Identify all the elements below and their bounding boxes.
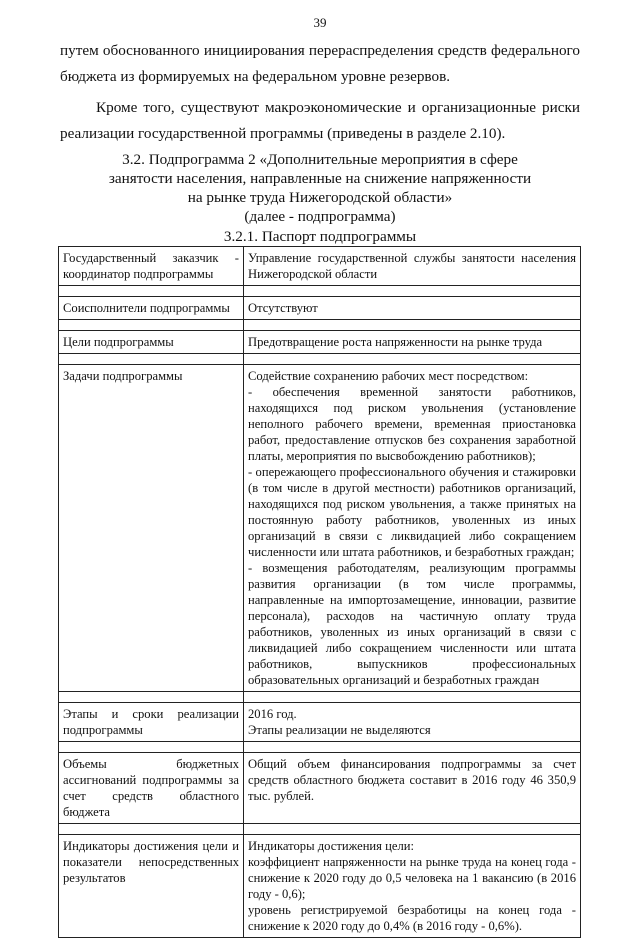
passport-table — [58, 246, 581, 938]
row-value-coexecutors — [244, 297, 581, 320]
table-row — [59, 297, 581, 320]
row-label-indicators: Индикаторы достижения цели и показатели непосредственных результатов — [59, 835, 244, 938]
row-label-tasks: Задачи подпрограммы — [59, 365, 244, 692]
value-line: - обеспечения временной занятости работников, находящихся под риском увольнения (установление неполного рабочего времени, временная приостановка работ, предоставление отпусков без сохранения заработной платы, мероприятия по высвобождению работников); — [248, 385, 576, 463]
row-value-indicators — [244, 835, 581, 938]
value-line: уровень регистрируемой безработицы на конец года - снижение к 2020 году до 0,4% (в 2016 году - 0,6%). — [248, 903, 576, 933]
table-spacer — [59, 354, 581, 365]
table-spacer — [59, 824, 581, 835]
row-value-goals — [244, 331, 581, 354]
table-spacer — [59, 692, 581, 703]
paragraph-2: Кроме того, существуют макроэкономические и организационные риски реализации государственной программы (приведены в разделе 2.10). — [60, 99, 580, 142]
section-title-line-1: 3.2. Подпрограмма 2 «Дополнительные мероприятия в сфере — [122, 151, 518, 168]
value-line: Предотвращение роста напряженности на рынке труда — [248, 335, 543, 349]
value-line: Общий объем финансирования подпрограммы за счет средств областного бюджета составит в 2016 году 46 350,9 тыс. рублей. — [248, 757, 576, 803]
row-label-stages: Этапы и сроки реализации подпрограммы — [59, 703, 244, 742]
section-title-line-4: (далее - подпрограмма) — [244, 208, 396, 225]
value-line: 2016 год. — [248, 707, 297, 721]
table-row — [59, 247, 581, 286]
table-row — [59, 331, 581, 354]
value-line: Содействие сохранению рабочих мест посредством: — [248, 369, 529, 383]
table-spacer — [59, 286, 581, 297]
table-row — [59, 365, 581, 692]
value-line: Индикаторы достижения цели: — [248, 839, 414, 853]
row-label-coexecutors: Соисполнители подпрограммы — [59, 297, 244, 320]
value-line: Отсутствуют — [248, 301, 318, 315]
table-row — [59, 835, 581, 938]
row-value-tasks — [244, 365, 581, 692]
table-row — [59, 703, 581, 742]
row-value-customer — [244, 247, 581, 286]
section-title-line-2: занятости населения, направленные на снижение напряженности — [108, 170, 532, 187]
page-number: 39 — [313, 15, 327, 30]
row-label-goals: Цели подпрограммы — [59, 331, 244, 354]
table-spacer — [59, 742, 581, 753]
row-value-stages — [244, 703, 581, 742]
row-value-budget — [244, 753, 581, 824]
value-line: Этапы реализации не выделяются — [248, 723, 431, 737]
table-caption: 3.2.1. Паспорт подпрограммы — [223, 228, 417, 245]
row-label-budget: Объемы бюджетных ассигнований подпрограммы за счет средств областного бюджета — [59, 753, 244, 824]
row-label-customer: Государственный заказчик - координатор подпрограммы — [59, 247, 244, 286]
table-spacer — [59, 320, 581, 331]
value-line: Управление государственной службы занятости населения Нижегородской области — [248, 251, 576, 281]
section-title-line-3: на рынке труда Нижегородской области» — [187, 189, 453, 206]
value-line: коэффициент напряженности на рынке труда на конец года - снижение к 2020 году до 0,5 человека на 1 вакансию (в 2016 году - 0,6); — [248, 855, 576, 901]
section-title — [60, 150, 580, 226]
value-line: - возмещения работодателям, реализующим программы развития организации (в том числе программы, направленные на импортозамещение, инновации, развитие персонала), расходов на частичную оплату труда работников, уволенных из иных организаций в связи с ликвидацией либо сокращением численности или штата работников, выпускников профессиональных образовательных организаций и безработных граждан — [248, 561, 576, 687]
paragraph-1: путем обоснованного инициирования перераспределения средств федерального бюджета из формируемых на федеральном уровне резервов. — [60, 42, 580, 85]
table-row — [59, 753, 581, 824]
value-line: - опережающего профессионального обучения и стажировки (в том числе в другой местности) работников организаций, находящихся под риском увольнения, а также принятых на постоянную работу работников, уволенных из иных организаций в связи с ликвидацией либо сокращением численности или штата работников, и безработных граждан; — [248, 465, 576, 559]
